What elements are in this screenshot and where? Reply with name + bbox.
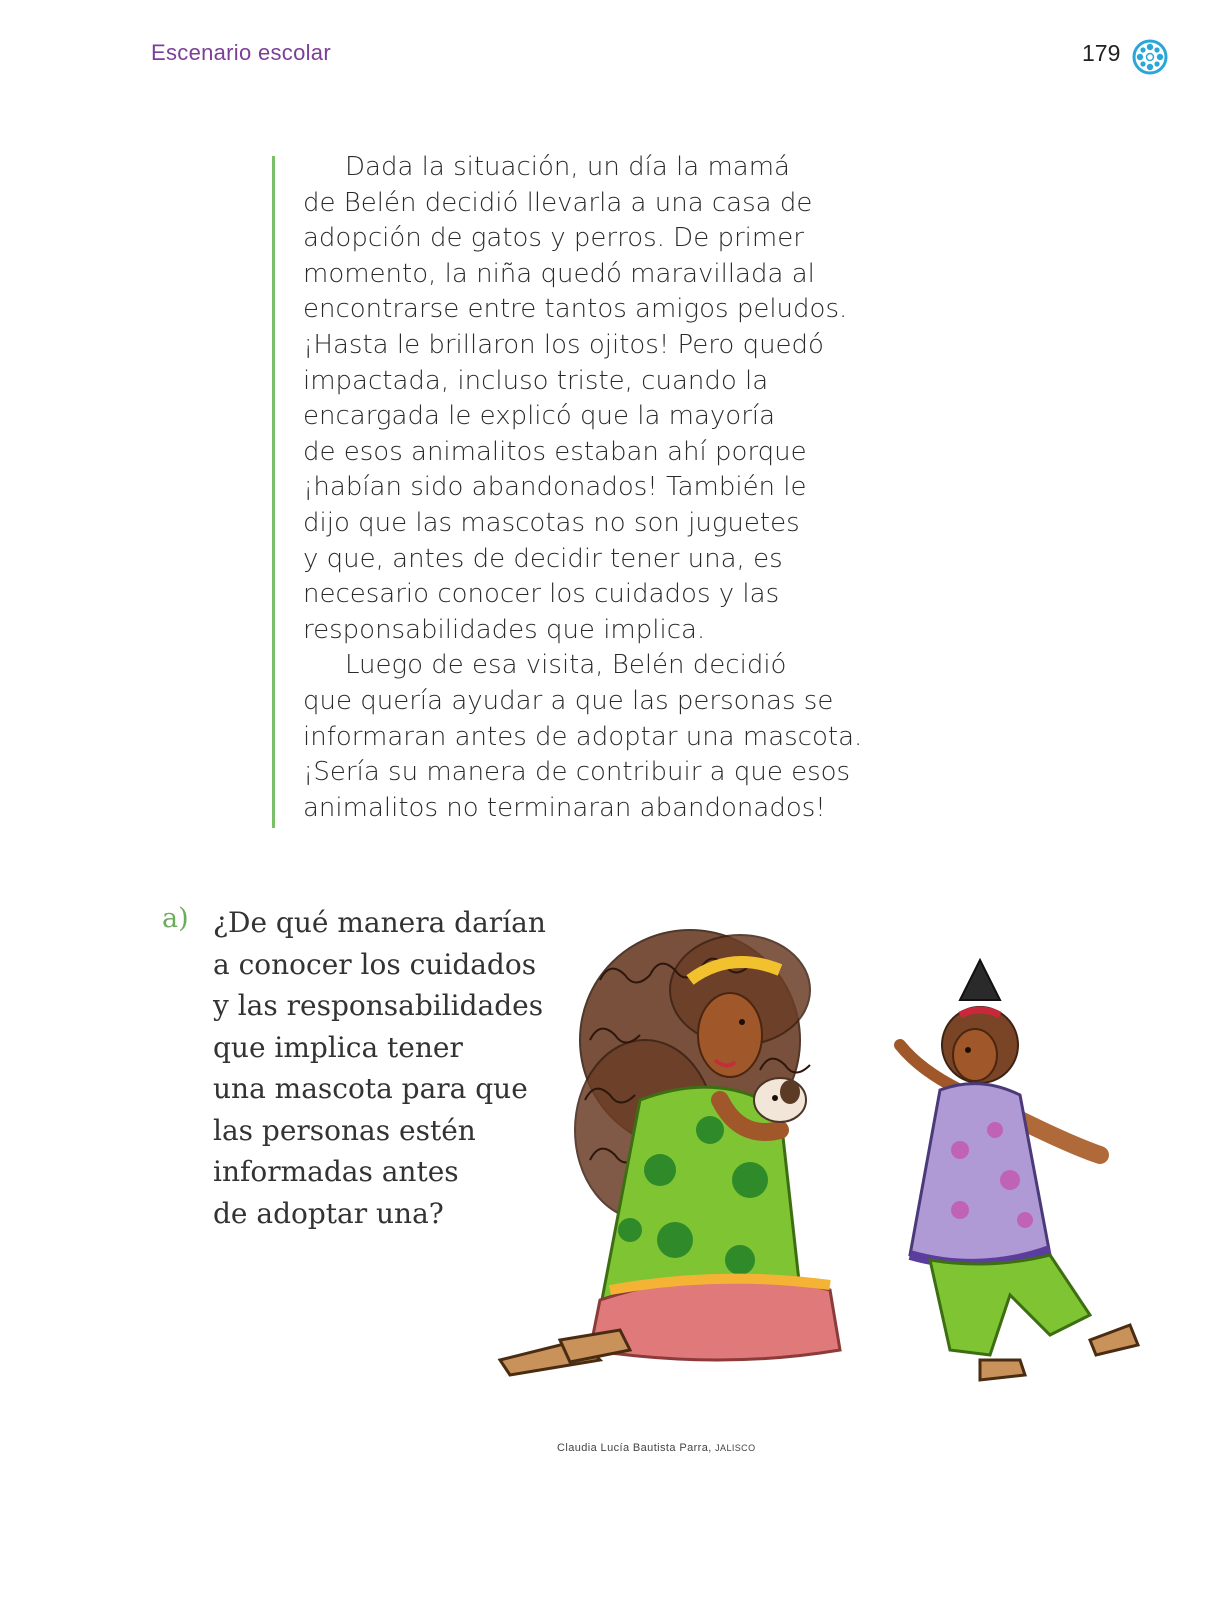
reading-line: ¡Hasta le brillaron los ojitos! Pero quedó	[303, 329, 824, 360]
reading-line: Dada la situación, un día la mamá	[345, 152, 790, 182]
reading-passage	[303, 150, 893, 826]
reading-line: responsabilidades que implica.	[303, 614, 706, 645]
question-line: una mascota para que	[213, 1072, 528, 1105]
reading-line: informaran antes de adoptar una mascota.	[303, 721, 863, 752]
credit-name: Claudia Lucía Bautista Parra,	[557, 1442, 712, 1454]
reading-line: encontrarse entre tantos amigos peludos.	[303, 294, 848, 325]
reading-line: Luego de esa visita, Belén decidió	[345, 650, 787, 681]
question-line: a conocer los cuidados	[213, 947, 537, 981]
girl-figure	[900, 960, 1138, 1380]
reading-line: y que, antes de decidir tener una, es	[303, 543, 783, 574]
section-title: Escenario escolar	[151, 40, 331, 65]
reading-line: animalitos no terminaran abandonados!	[303, 792, 826, 823]
question-line: informadas antes	[213, 1155, 459, 1188]
question-line: de adoptar una?	[213, 1196, 444, 1230]
question-marker: a)	[162, 903, 189, 934]
reading-line: impactada, incluso triste, cuando la	[303, 365, 769, 396]
reading-line: ¡habían sido abandonados! También le	[303, 472, 807, 503]
reading-line: momento, la niña quedó maravillada al	[303, 258, 815, 289]
reading-line: de Belén decidió llevarla a una casa de	[303, 187, 813, 218]
page-number: 179	[1082, 40, 1121, 66]
question-line: y las responsabilidades	[213, 989, 544, 1022]
illustration-woman-and-girl	[490, 920, 1170, 1420]
reading-line: encargada le explicó que la mayoría	[303, 401, 776, 432]
illustration-credit	[557, 1442, 755, 1454]
question-line: las personas estén	[213, 1113, 476, 1147]
reading-line: adopción de gatos y perros. De primer	[303, 223, 804, 254]
flower-emblem-icon	[1132, 39, 1168, 75]
reading-line: ¡Sería su manera de contribuir a que esos	[303, 757, 851, 788]
question-line: que implica tener	[213, 1030, 463, 1064]
credit-state: JALISCO	[715, 1443, 756, 1453]
reading-line: que quería ayudar a que las personas se	[303, 685, 834, 716]
question-line: ¿De qué manera darían	[213, 906, 546, 939]
reading-line: necesario conocer los cuidados y las	[303, 579, 780, 610]
reading-accent-bar	[272, 156, 275, 828]
woman-figure	[500, 930, 840, 1375]
reading-line: de esos animalitos estaban ahí porque	[303, 436, 807, 467]
reading-line: dijo que las mascotas no son juguetes	[303, 507, 800, 538]
